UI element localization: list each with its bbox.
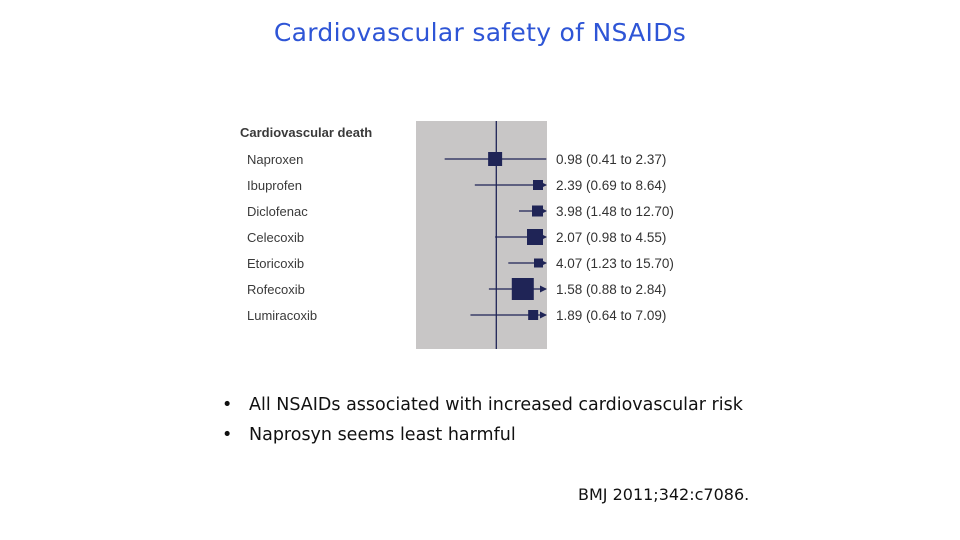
- estimate-marker: [528, 310, 538, 320]
- citation: BMJ 2011;342:c7086.: [578, 485, 750, 504]
- row-label: Rofecoxib: [247, 282, 305, 297]
- bullet-glyph: •: [222, 395, 233, 415]
- bullet-glyph: •: [222, 425, 233, 445]
- bullet-item: [222, 422, 743, 452]
- estimate-marker: [488, 152, 502, 166]
- bullet-text: Naprosyn seems least harmful: [249, 425, 516, 445]
- row-label: Diclofenac: [247, 204, 308, 219]
- row-label: Lumiracoxib: [247, 308, 318, 323]
- ci-value-label: 2.07 (0.98 to 4.55): [556, 230, 667, 245]
- row-label: Naproxen: [247, 152, 304, 167]
- ci-value-label: 3.98 (1.48 to 12.70): [556, 204, 674, 219]
- estimate-marker: [533, 180, 543, 190]
- estimate-marker: [527, 229, 543, 245]
- row-label: Celecoxib: [247, 230, 305, 245]
- slide-title: Cardiovascular safety of NSAIDs: [273, 18, 687, 47]
- bullet-text: All NSAIDs associated with increased cardiovascular risk: [249, 395, 743, 415]
- ci-value-label: 1.89 (0.64 to 7.09): [556, 308, 667, 323]
- estimate-marker: [532, 206, 543, 217]
- ci-value-label: 1.58 (0.88 to 2.84): [556, 282, 667, 297]
- bullet-list: [222, 392, 743, 452]
- row-label: Etoricoxib: [247, 256, 305, 271]
- estimate-marker: [512, 278, 534, 300]
- estimate-marker: [534, 259, 543, 268]
- group-heading: Cardiovascular death: [240, 125, 373, 140]
- ci-value-label: 2.39 (0.69 to 8.64): [556, 178, 667, 193]
- ci-value-label: 0.98 (0.41 to 2.37): [556, 152, 667, 167]
- bullet-item: [222, 392, 743, 422]
- ci-value-label: 4.07 (1.23 to 15.70): [556, 256, 674, 271]
- row-label: Ibuprofen: [247, 178, 302, 193]
